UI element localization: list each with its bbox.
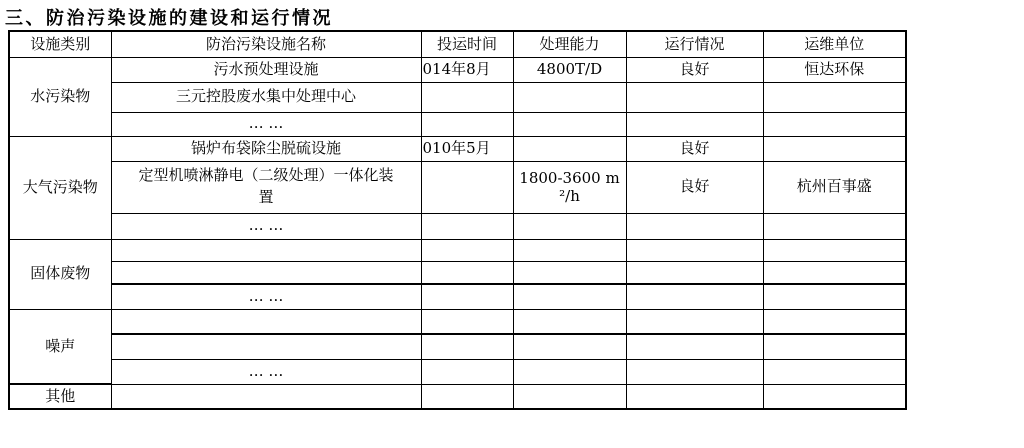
cell-operation-time (421, 239, 513, 261)
facility-name-text: 定型机喷淋静电（二级处理）一体化装置 (138, 166, 394, 206)
cell-status (626, 82, 763, 112)
cell-operation-time (421, 161, 513, 213)
cell-capacity (513, 334, 626, 359)
cell-facility-name: 三元控股废水集中处理中心 (111, 82, 421, 112)
table-row (9, 384, 906, 409)
cell-maintainer: 恒达环保 (763, 57, 906, 82)
cell-operation-time (421, 112, 513, 136)
cell-facility-name: 污水预处理设施 (111, 57, 421, 82)
cell-operation-time (421, 82, 513, 112)
cell-maintainer (763, 213, 906, 239)
table-row-ellipsis (9, 213, 906, 239)
category-cell-solid-waste: 固体废物 (9, 239, 111, 309)
cell-maintainer (763, 384, 906, 409)
cell-status (626, 239, 763, 261)
cell-capacity (513, 213, 626, 239)
cell-facility-name (111, 261, 421, 284)
cell-operation-time (421, 309, 513, 334)
cell-status (626, 112, 763, 136)
cell-capacity: 1800-3600 m²/h (513, 161, 626, 213)
cell-operation-time: 010年5月 (421, 136, 513, 161)
cell-status (626, 334, 763, 359)
table-row (9, 136, 906, 161)
cell-maintainer (763, 284, 906, 309)
cell-facility-name: … … (111, 213, 421, 239)
cell-facility-name: … … (111, 284, 421, 309)
cell-maintainer (763, 82, 906, 112)
cell-capacity (513, 359, 626, 384)
cell-maintainer (763, 261, 906, 284)
cell-capacity: 4800T/D (513, 57, 626, 82)
category-cell-air: 大气污染物 (9, 136, 111, 239)
cell-capacity (513, 384, 626, 409)
table-row-ellipsis (9, 359, 906, 384)
cell-facility-name (111, 161, 421, 213)
header-operation-time: 投运时间 (421, 31, 513, 57)
table-row (9, 261, 906, 284)
table-row-ellipsis (9, 112, 906, 136)
table-row (9, 57, 906, 82)
cell-capacity (513, 261, 626, 284)
cell-maintainer: 杭州百事盛 (763, 161, 906, 213)
cell-status: 良好 (626, 136, 763, 161)
table-row (9, 82, 906, 112)
cell-maintainer (763, 309, 906, 334)
header-facility-category: 设施类别 (9, 31, 111, 57)
cell-maintainer (763, 239, 906, 261)
cell-capacity (513, 239, 626, 261)
header-operation-status: 运行情况 (626, 31, 763, 57)
table-row (9, 239, 906, 261)
cell-facility-name (111, 239, 421, 261)
table-row (9, 309, 906, 334)
cell-operation-time (421, 384, 513, 409)
header-capacity: 处理能力 (513, 31, 626, 57)
cell-status (626, 384, 763, 409)
category-cell-noise: 噪声 (9, 309, 111, 384)
cell-status (626, 213, 763, 239)
cell-facility-name: … … (111, 112, 421, 136)
section-title: 三、防治污染设施的建设和运行情况 (5, 8, 333, 29)
pollution-facilities-table (8, 30, 907, 410)
cell-status: 良好 (626, 57, 763, 82)
cell-facility-name (111, 309, 421, 334)
cell-capacity (513, 112, 626, 136)
cell-status (626, 284, 763, 309)
cell-maintainer (763, 136, 906, 161)
cell-maintainer (763, 112, 906, 136)
table-row (9, 161, 906, 213)
category-cell-water: 水污染物 (9, 57, 111, 136)
cell-status (626, 359, 763, 384)
cell-operation-time (421, 334, 513, 359)
table-header-row (9, 31, 906, 57)
header-maintenance-unit: 运维单位 (763, 31, 906, 57)
cell-facility-name (111, 384, 421, 409)
table-row-ellipsis (9, 284, 906, 309)
cell-facility-name: … … (111, 359, 421, 384)
cell-operation-time (421, 359, 513, 384)
cell-capacity (513, 309, 626, 334)
table-row (9, 334, 906, 359)
header-facility-name: 防治污染设施名称 (111, 31, 421, 57)
cell-capacity (513, 136, 626, 161)
cell-operation-time (421, 213, 513, 239)
category-cell-other: 其他 (9, 384, 111, 409)
cell-maintainer (763, 359, 906, 384)
cell-facility-name: 锅炉布袋除尘脱硫设施 (111, 136, 421, 161)
cell-operation-time (421, 284, 513, 309)
cell-facility-name (111, 334, 421, 359)
cell-operation-time (421, 261, 513, 284)
cell-status (626, 261, 763, 284)
cell-operation-time: 014年8月 (421, 57, 513, 82)
cell-status (626, 309, 763, 334)
cell-capacity (513, 82, 626, 112)
cell-status: 良好 (626, 161, 763, 213)
cell-capacity (513, 284, 626, 309)
cell-maintainer (763, 334, 906, 359)
